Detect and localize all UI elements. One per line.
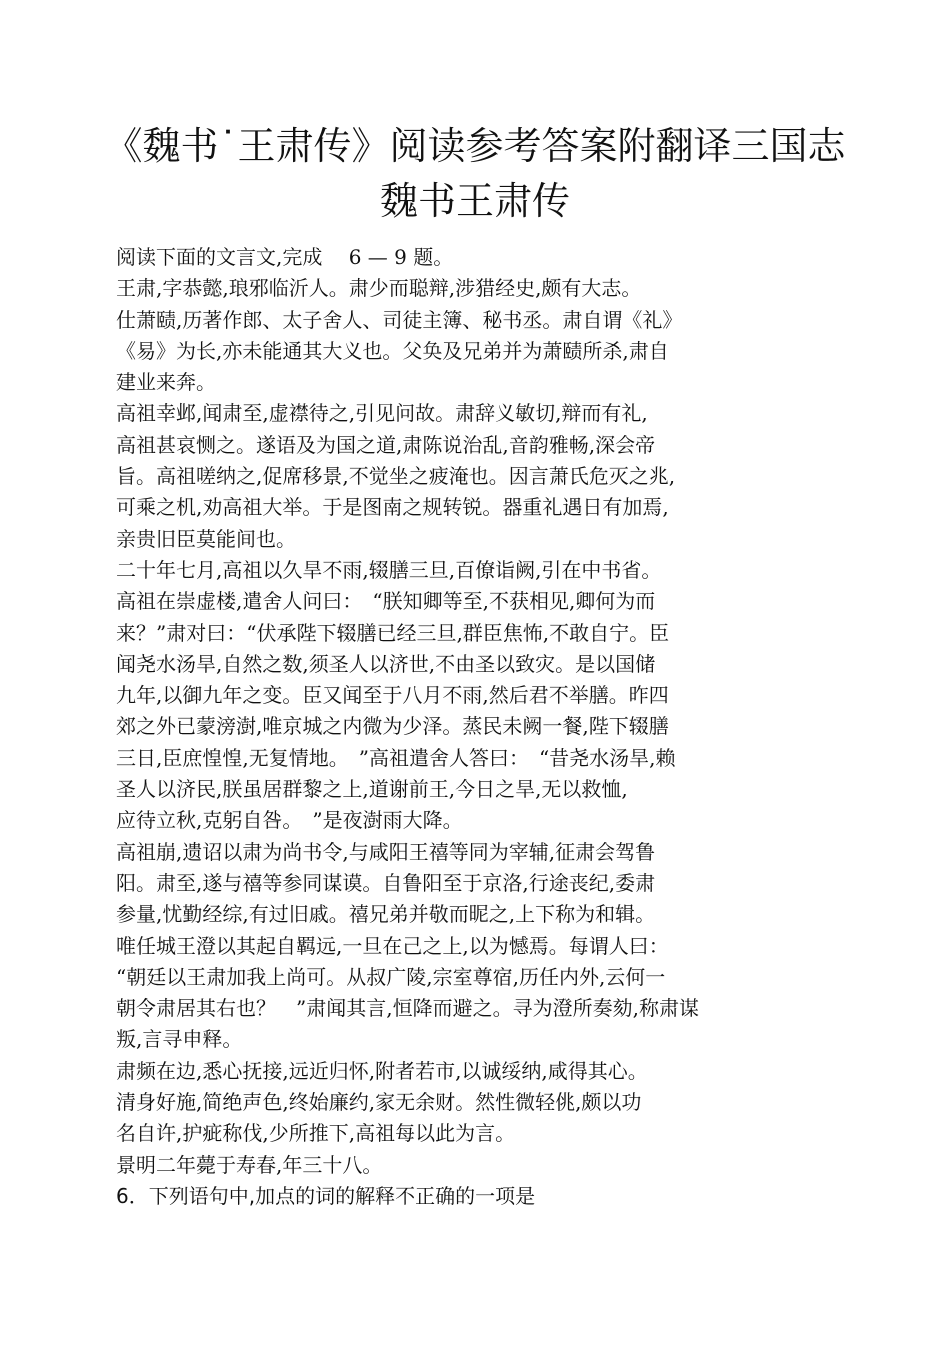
- text-line: 九年,以御九年之变。臣又闻至于八月不雨,然后君不举膳。昨四: [116, 683, 669, 708]
- text-line: 建业来奔。: [116, 370, 216, 395]
- text-line: 参量,忧勤经综,有过旧戚。禧兄弟并敬而昵之,上下称为和辑。: [116, 902, 656, 927]
- text-line: 应待立秋,克躬自咎。 ”是夜澍雨大降。: [116, 808, 463, 833]
- text-line: 亲贵旧臣莫能间也。: [116, 526, 296, 551]
- question-6-line: 6．下列语句中,加点的词的解释不正确的一项是: [116, 1183, 536, 1208]
- text-line: 可乘之机,劝高祖大举。于是图南之规转锐。器重礼遇日有加焉,: [116, 495, 669, 520]
- instruction-line: 阅读下面的文言文,完成 6 — 9 题。: [116, 245, 454, 269]
- text-line: 清身好施,简绝声色,终始廉约,家无余财。然性微轻佻,颇以功: [116, 1090, 642, 1115]
- text-line: 阳。肃至,遂与禧等参同谋谟。自鲁阳至于京洛,行途丧纪,委肃: [116, 870, 656, 895]
- text-line: 《易》为长,亦未能通其大义也。父奂及兄弟并为萧赜所杀,肃自: [116, 338, 669, 363]
- text-line: 三日,臣庶惶惶,无复情地。 ”高祖遣舍人答曰： “昔尧水汤旱,赖: [116, 745, 676, 770]
- text-line: 朝令肃居其右也？ ”肃闻其言,恒降而避之。寻为澄所奏劾,称肃谋: [116, 996, 699, 1021]
- document-title-line-1: 《魏书˙王肃传》阅读参考答案附翻译三国志: [104, 124, 846, 168]
- text-line: 王肃,字恭懿,琅邪临沂人。肃少而聪辩,涉猎经史,颇有大志。: [116, 276, 642, 301]
- text-line: 名自许,护疵称伐,少所推下,高祖每以此为言。: [116, 1121, 516, 1146]
- text-line: 旨。高祖嗟纳之,促席移景,不觉坐之疲淹也。因言萧氏危灭之兆,: [116, 464, 676, 489]
- text-line: 高祖甚哀恻之。遂语及为国之道,肃陈说治乱,音韵雅畅,深会帝: [116, 432, 656, 457]
- text-line: 闻尧水汤旱,自然之数,须圣人以济世,不由圣以致灾。是以国储: [116, 651, 656, 676]
- text-line: 圣人以济民,朕虽居群黎之上,道谢前王,今日之旱,无以救恤,: [116, 777, 628, 802]
- text-line: 唯任城王澄以其起自羁远,一旦在己之上,以为憾焉。每谓人曰：: [116, 933, 669, 958]
- text-line: 郊之外已蒙滂澍,唯京城之内微为少泽。蒸民未阙一餐,陛下辍膳: [116, 714, 669, 739]
- passage-body: [116, 242, 756, 1212]
- text-line: 肃频在边,悉心抚接,远近归怀,附者若市,以诚绥纳,咸得其心。: [116, 1058, 648, 1083]
- text-line: 高祖在崇虚楼,遣舍人问曰： “朕知卿等至,不获相见,卿何为而: [116, 589, 656, 614]
- text-line: 仕萧赜,历著作郎、太子舍人、司徒主簿、秘书丞。肃自谓《礼》: [116, 307, 683, 332]
- document-title-line-2: 魏书王肃传: [379, 179, 570, 223]
- text-line: 来？”肃对曰：“伏承陛下辍膳已经三旦,群臣焦怖,不敢自宁。臣: [116, 620, 670, 645]
- text-line: 高祖幸邺,闻肃至,虚襟待之,引见问故。肃辞义敏切,辩而有礼,: [116, 401, 648, 426]
- text-line: 叛,言寻申释。: [116, 1027, 243, 1052]
- text-line: 高祖崩,遗诏以肃为尚书令,与咸阳王禧等同为宰辅,征肃会驾鲁: [116, 839, 656, 864]
- text-line: 景明二年薨于寿春,年三十八。: [116, 1152, 383, 1177]
- text-line: 二十年七月,高祖以久旱不雨,辍膳三旦,百僚诣阙,引在中书省。: [116, 557, 662, 582]
- text-line: “朝廷以王肃加我上尚可。从叔广陵,宗室尊宿,历任内外,云何一: [116, 964, 666, 989]
